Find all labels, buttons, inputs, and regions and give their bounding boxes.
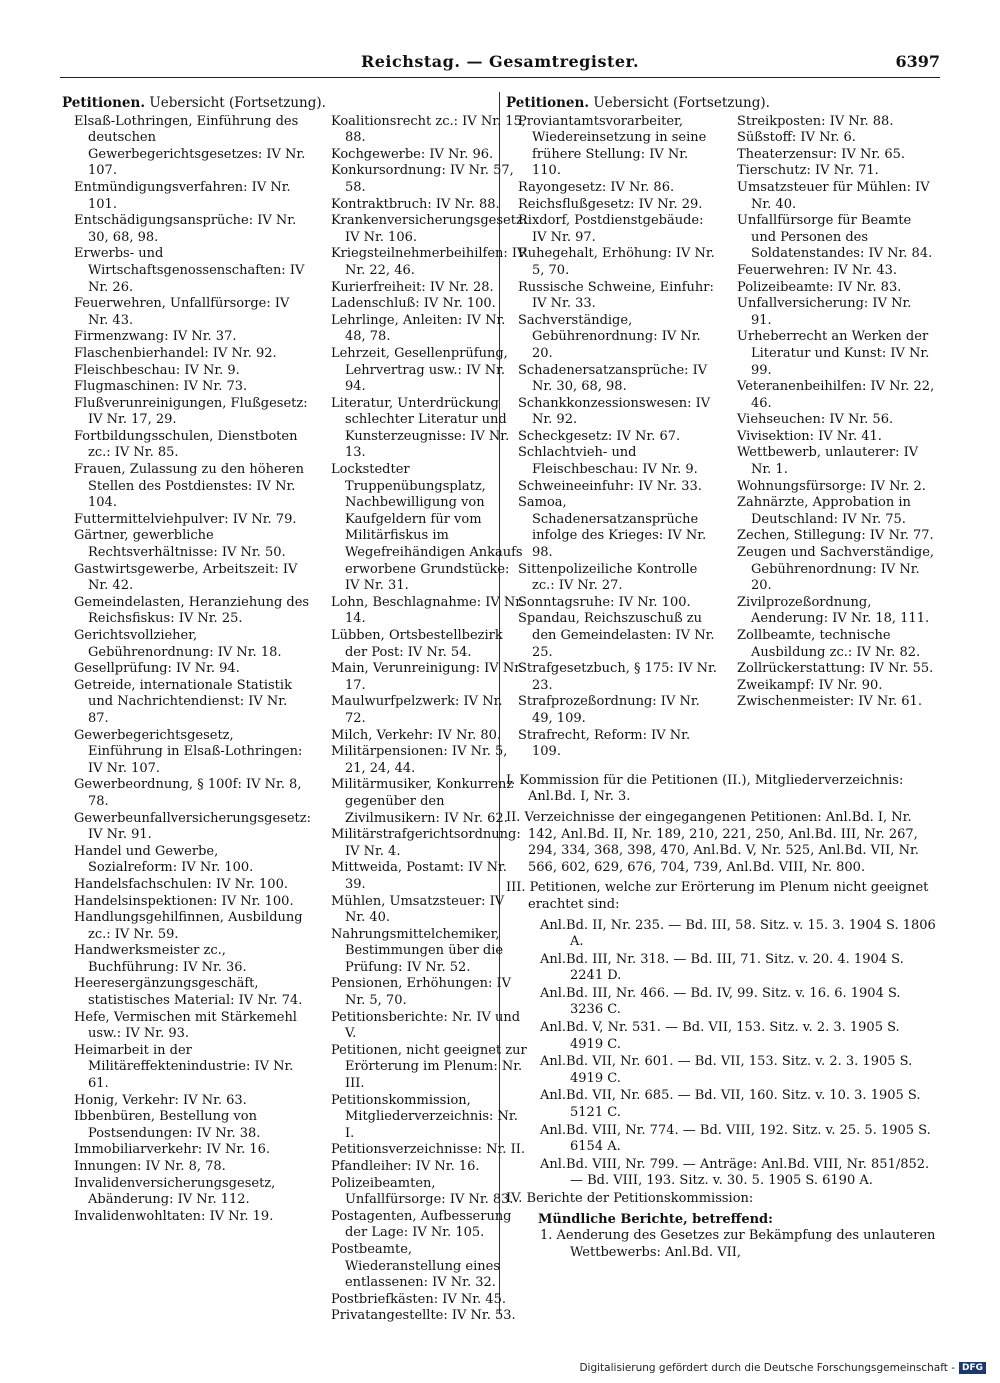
index-entry: Feuerwehren: IV Nr. 43. xyxy=(737,262,898,278)
index-entry: Spandau, Reichszuschuß zu den Gemeindelasten: IV Nr. 25. xyxy=(518,611,715,660)
index-entry: Zahnärzte, Approbation in Deutschland: IV Nr. 75. xyxy=(737,495,911,527)
reference-item: III. Petitionen, welche zur Erörterung im Plenum nicht geeignet erachtet sind: xyxy=(506,880,929,912)
index-entry: Lübben, Ortsbestellbezirk der Post: IV Nr. 54. xyxy=(330,628,503,660)
index-entry: Vivisektion: IV Nr. 41. xyxy=(737,428,882,444)
page-number: 6397 xyxy=(895,52,940,71)
index-entry: Pensionen, Erhöhungen: IV Nr. 5, 70. xyxy=(330,976,512,1009)
index-entry: Zivilprozeßordnung, Aenderung: IV Nr. 18, 111. xyxy=(737,594,930,627)
left-subcolumn-a xyxy=(62,114,311,1325)
index-entry: Rayongesetz: IV Nr. 86. xyxy=(518,179,675,195)
index-entry: Postbriefkästen: IV Nr. 45. xyxy=(330,1291,506,1307)
index-entry: Gemeindelasten, Heranziehung des Reichsfiskus: IV Nr. 25. xyxy=(74,594,310,627)
index-entry: Futtermittelviehpulver: IV Nr. 79. xyxy=(74,511,297,527)
index-entry: Postagenten, Aufbesserung der Lage: IV Nr. 105. xyxy=(330,1208,512,1241)
right-subcolumn-b xyxy=(725,114,936,761)
index-entry: Getreide, internationale Statistik und Nachrichtendienst: IV Nr. 87. xyxy=(74,677,292,726)
index-entry: Entschädigungsansprüche: IV Nr. 30, 68, 98. xyxy=(74,213,297,245)
index-entry: Russische Schweine, Einfuhr: IV Nr. 33. xyxy=(518,279,714,312)
index-entry: Hefe, Vermischen mit Stärkemehl usw.: IV Nr. 93. xyxy=(74,1009,297,1042)
index-entry: Zweikampf: IV Nr. 90. xyxy=(737,677,883,693)
reference-line: Anl.Bd. III, Nr. 466. — Bd. IV, 99. Sitz. v. 16. 6. 1904 S. 3236 C. xyxy=(540,985,901,1018)
index-entry: Main, Verunreinigung: IV Nr. 17. xyxy=(330,661,524,693)
index-entry: Kurierfreiheit: IV Nr. 28. xyxy=(330,279,494,295)
index-entry: Süßstoff: IV Nr. 6. xyxy=(737,130,856,146)
index-entry: Firmenzwang: IV Nr. 37. xyxy=(74,329,237,345)
index-entry: Reichsflußgesetz: IV Nr. 29. xyxy=(518,196,703,212)
header-rule xyxy=(60,77,940,78)
reference-line: Anl.Bd. VII, Nr. 601. — Bd. VII, 153. Sitz. v. 2. 3. 1905 S. 4919 C. xyxy=(540,1054,913,1086)
index-entry: Zollrückerstattung: IV Nr. 55. xyxy=(737,661,934,677)
index-entry: Feuerwehren, Unfallfürsorge: IV Nr. 43. xyxy=(74,296,290,328)
index-entry: Gastwirtsgewerbe, Arbeitszeit: IV Nr. 42. xyxy=(74,561,298,594)
index-entry: Strafprozeßordnung: IV Nr. 49, 109. xyxy=(518,694,700,726)
reference-item: I. Kommission für die Petitionen (II.), Mitgliederverzeichnis: Anl.Bd. I, Nr. 3. xyxy=(506,772,904,805)
reference-line: Anl.Bd. II, Nr. 235. — Bd. III, 58. Sitz. v. 15. 3. 1904 S. 1806 A. xyxy=(540,917,936,950)
reference-line: Anl.Bd. III, Nr. 318. — Bd. III, 71. Sitz. v. 20. 4. 1904 S. 2241 D. xyxy=(540,951,904,984)
index-entry: Elsaß-Lothringen, Einführung des deutschen Gewerbegerichtsgesetzes: IV Nr. 107. xyxy=(74,113,306,179)
index-entry: Innungen: IV Nr. 8, 78. xyxy=(74,1159,226,1174)
index-entry: Samoa, Schadenersatzansprüche infolge des Krieges: IV Nr. 98. xyxy=(518,495,707,561)
index-entry: Postbeamte, Wiederanstellung eines entlassenen: IV Nr. 32. xyxy=(330,1241,500,1291)
index-entry: Viehseuchen: IV Nr. 56. xyxy=(737,412,894,428)
dfg-logo: DFG xyxy=(959,1362,986,1374)
reference-item: II. Verzeichnisse der eingegangenen Petitionen: Anl.Bd. I, Nr. 142, Anl.Bd. II, Nr. 189, 210, 221, 250, Anl.Bd. III, Nr. 267, 294, 334, 368, 398, 470, Anl.Bd. V, Nr. 525, Anl.Bd. VII, Nr. 566, 602, 629, 676, 704, 739, Anl.Bd. VIII, Nr. 800. xyxy=(506,809,919,875)
index-entry: Strafrecht, Reform: IV Nr. 109. xyxy=(518,727,691,760)
index-entry: Krankenversicherungsgesetz: IV Nr. 106. xyxy=(330,213,528,245)
reference-item: IV. Berichte der Petitionskommission: xyxy=(506,1191,754,1206)
index-entry: Entmündigungsverfahren: IV Nr. 101. xyxy=(74,179,291,212)
index-entry: Maulwurfpelzwerk: IV Nr. 72. xyxy=(330,694,503,726)
index-entry: Tierschutz: IV Nr. 71. xyxy=(737,163,879,179)
index-entry: Fortbildungsschulen, Dienstboten zc.: IV Nr. 85. xyxy=(74,428,298,461)
reference-line: 1. Aenderung des Gesetzes zur Bekämpfung des unlauteren Wettbewerbs: Anl.Bd. VII, xyxy=(540,1228,936,1260)
reference-line: Anl.Bd. VIII, Nr. 799. — Anträge: Anl.Bd. VIII, Nr. 851/852. — Bd. VIII, 193. Sitz. v. 30. 5. 1905 S. 6190 A. xyxy=(540,1156,930,1189)
index-entry: Flugmaschinen: IV Nr. 73. xyxy=(74,379,248,395)
index-entry: Handelsinspektionen: IV Nr. 100. xyxy=(74,893,294,909)
reference-subheading: Mündliche Berichte, betreffend: xyxy=(538,1211,773,1227)
index-entry: Fleischbeschau: IV Nr. 9. xyxy=(74,362,240,378)
index-entry: Konkursordnung: IV Nr. 57, 58. xyxy=(330,163,514,195)
index-entry: Frauen, Zulassung zu den höheren Stellen des Postdienstes: IV Nr. 104. xyxy=(74,462,304,511)
index-entry: Zechen, Stillegung: IV Nr. 77. xyxy=(737,528,934,544)
reference-line: Anl.Bd. VII, Nr. 685. — Bd. VII, 160. Sitz. v. 10. 3. 1905 S. 5121 C. xyxy=(540,1088,921,1121)
index-entry: Handlungsgehilfinnen, Ausbildung zc.: IV Nr. 59. xyxy=(74,910,303,942)
index-entry: Kontraktbruch: IV Nr. 88. xyxy=(330,196,500,212)
index-entry: Schlachtvieh- und Fleischbeschau: IV Nr. 9. xyxy=(518,445,698,478)
index-entry: Gärtner, gewerbliche Rechtsverhältnisse: IV Nr. 50. xyxy=(74,528,286,561)
index-entry: Petitionen, nicht geeignet zur Erörterung im Plenum: Nr. III. xyxy=(330,1042,527,1092)
reference-list xyxy=(506,773,936,1262)
index-entry: Scheckgesetz: IV Nr. 67. xyxy=(518,428,681,444)
index-entry: Ruhegehalt, Erhöhung: IV Nr. 5, 70. xyxy=(518,246,715,278)
index-entry: Koalitionsrecht zc.: IV Nr. 15, 88. xyxy=(330,113,526,146)
page-title: Reichstag. — Gesamtregister. xyxy=(360,52,640,71)
index-entry: Flaschenbierhandel: IV Nr. 92. xyxy=(74,345,277,361)
section-heading xyxy=(62,95,490,112)
index-entry: Privatangestellte: IV Nr. 53. xyxy=(330,1308,516,1324)
index-entry: Heeresergänzungsgeschäft, statistisches Material: IV Nr. 74. xyxy=(74,976,303,1009)
index-entry: Pfandleiher: IV Nr. 16. xyxy=(330,1159,480,1174)
index-entry: Flußverunreinigungen, Flußgesetz: IV Nr. 17, 29. xyxy=(74,395,308,428)
index-entry: Polizeibeamten, Unfallfürsorge: IV Nr. 83. xyxy=(330,1175,514,1208)
section-heading-rest: Uebersicht (Fortsetzung). xyxy=(593,95,770,111)
index-entry: Unfallfürsorge für Beamte und Personen des Soldatenstandes: IV Nr. 84. xyxy=(737,213,933,262)
index-entry: Rixdorf, Postdienstgebäude: IV Nr. 97. xyxy=(518,213,704,245)
section-heading xyxy=(506,95,936,112)
index-entry: Theaterzensur: IV Nr. 65. xyxy=(737,146,906,162)
index-entry: Nahrungsmittelchemiker, Bestimmungen über die Prüfung: IV Nr. 52. xyxy=(330,926,504,975)
index-entry: Heimarbeit in der Militäreffektenindustrie: IV Nr. 61. xyxy=(74,1042,294,1092)
index-entry: Petitionsberichte: Nr. IV und V. xyxy=(330,1009,521,1042)
left-subcolumn-b xyxy=(319,114,527,1325)
index-entry: Lohn, Beschlagnahme: IV Nr. 14. xyxy=(330,594,525,627)
section-heading-rest: Uebersicht (Fortsetzung). xyxy=(149,95,326,111)
index-entry: Zeugen und Sachverständige, Gebührenordnung: IV Nr. 20. xyxy=(737,545,935,594)
index-entry: Polizeibeamte: IV Nr. 83. xyxy=(737,279,902,295)
index-entry: Invalidenwohltaten: IV Nr. 19. xyxy=(74,1208,274,1224)
index-entry: Lehrzeit, Gesellenprüfung, Lehrvertrag usw.: IV Nr. 94. xyxy=(330,345,508,395)
index-entry: Wettbewerb, unlauterer: IV Nr. 1. xyxy=(737,445,919,478)
index-entry: Petitionskommission, Mitgliederverzeichnis: Nr. I. xyxy=(330,1092,518,1141)
index-entry: Gewerbeunfallversicherungsgesetz: IV Nr. 91. xyxy=(74,810,311,843)
section-heading-bold: Petitionen. xyxy=(506,95,590,111)
index-entry: Lehrlinge, Anleiten: IV Nr. 48, 78. xyxy=(330,312,506,345)
section-heading-bold: Petitionen. xyxy=(62,95,146,111)
index-entry: Handelsfachschulen: IV Nr. 100. xyxy=(74,876,288,892)
reference-line: Anl.Bd. VIII, Nr. 774. — Bd. VIII, 192. Sitz. v. 25. 5. 1905 S. 6154 A. xyxy=(540,1122,931,1155)
index-entry: Honig, Verkehr: IV Nr. 63. xyxy=(74,1092,247,1108)
index-entry: Unfallversicherung: IV Nr. 91. xyxy=(737,296,912,328)
index-entry: Mühlen, Umsatzsteuer: IV Nr. 40. xyxy=(330,893,505,926)
index-entry: Mittweida, Postamt: IV Nr. 39. xyxy=(330,860,507,892)
reference-line: Anl.Bd. V, Nr. 531. — Bd. VII, 153. Sitz. v. 2. 3. 1905 S. 4919 C. xyxy=(540,1020,900,1052)
index-entry: Kochgewerbe: IV Nr. 96. xyxy=(330,146,494,162)
index-entry: Strafgesetzbuch, § 175: IV Nr. 23. xyxy=(518,661,717,693)
index-entry: Streikposten: IV Nr. 88. xyxy=(737,113,894,129)
index-entry: Wohnungsfürsorge: IV Nr. 2. xyxy=(737,478,926,494)
index-entry: Petitionsverzeichnisse: Nr. II. xyxy=(330,1142,525,1158)
reference-sublist xyxy=(506,918,936,1191)
footer xyxy=(579,1362,986,1374)
index-entry: Veteranenbeihilfen: IV Nr. 22, 46. xyxy=(737,379,935,411)
index-entry: Urheberrecht an Werken der Literatur und Kunst: IV Nr. 99. xyxy=(737,329,930,378)
footer-text: Digitalisierung gefördert durch die Deutsche Forschungsgemeinschaft - xyxy=(579,1362,955,1374)
index-entry: Gesellprüfung: IV Nr. 94. xyxy=(74,661,240,677)
index-entry: Umsatzsteuer für Mühlen: IV Nr. 40. xyxy=(737,179,930,212)
index-entry: Gewerbegerichtsgesetz, Einführung in Elsaß-Lothringen: IV Nr. 107. xyxy=(74,727,303,776)
index-entry: Schweineeinfuhr: IV Nr. 33. xyxy=(518,478,702,494)
index-entry: Gewerbeordnung, § 100f: IV Nr. 8, 78. xyxy=(74,777,302,809)
index-entry: Milch, Verkehr: IV Nr. 80. xyxy=(330,727,502,743)
index-entry: Gerichtsvollzieher, Gebührenordnung: IV Nr. 18. xyxy=(74,628,282,660)
left-column xyxy=(62,95,528,1325)
index-entry: Zollbeamte, technische Ausbildung zc.: IV Nr. 82. xyxy=(737,628,921,660)
page-header xyxy=(60,52,940,74)
index-entry: Erwerbs- und Wirtschaftsgenossenschaften: IV Nr. 26. xyxy=(74,246,305,295)
index-entry: Militärmusiker, Konkurrenz gegenüber den Zivilmusikern: IV Nr. 62. xyxy=(330,777,514,826)
index-entry: Zwischenmeister: IV Nr. 61. xyxy=(737,694,922,710)
right-column xyxy=(506,95,936,1262)
index-entry: Proviantamtsvorarbeiter, Wiedereinsetzung in seine frühere Stellung: IV Nr. 110. xyxy=(518,113,707,179)
index-entry: Ibbenbüren, Bestellung von Postsendungen: IV Nr. 38. xyxy=(74,1109,261,1141)
index-entry: Militärstrafgerichtsordnung: IV Nr. 4. xyxy=(330,827,521,859)
index-entry: Handwerksmeister zc., Buchführung: IV Nr. 36. xyxy=(74,943,247,975)
index-entry: Militärpensionen: IV Nr. 5, 21, 24, 44. xyxy=(330,744,508,776)
index-entry: Sittenpolizeiliche Kontrolle zc.: IV Nr. 27. xyxy=(518,561,698,594)
index-entry: Immobiliarverkehr: IV Nr. 16. xyxy=(74,1142,271,1158)
index-entry: Kriegsteilnehmerbeihilfen: IV Nr. 22, 46. xyxy=(330,246,527,278)
index-entry: Schadenersatzansprüche: IV Nr. 30, 68, 98. xyxy=(518,362,708,395)
index-entry: Literatur, Unterdrückung schlechter Literatur und Kunsterzeugnisse: IV Nr. 13. xyxy=(330,395,510,461)
index-entry: Sachverständige, Gebührenordnung: IV Nr. 20. xyxy=(518,312,701,361)
index-entry: Sonntagsruhe: IV Nr. 100. xyxy=(518,594,691,610)
index-entry: Lockstedter Truppenübungsplatz, Nachbewilligung von Kaufgeldern für vom Militärfiskus im Wegefreihändigen Ankaufs erworbene Grundstücke: IV Nr. 31. xyxy=(330,462,523,594)
index-entry: Schankkonzessionswesen: IV Nr. 92. xyxy=(518,395,711,428)
index-entry: Invalidenversicherungsgesetz, Abänderung: IV Nr. 112. xyxy=(74,1175,276,1208)
right-subcolumn-a xyxy=(506,114,717,761)
index-entry: Handel und Gewerbe, Sozialreform: IV Nr. 100. xyxy=(74,843,254,876)
index-entry: Ladenschluß: IV Nr. 100. xyxy=(330,296,496,312)
